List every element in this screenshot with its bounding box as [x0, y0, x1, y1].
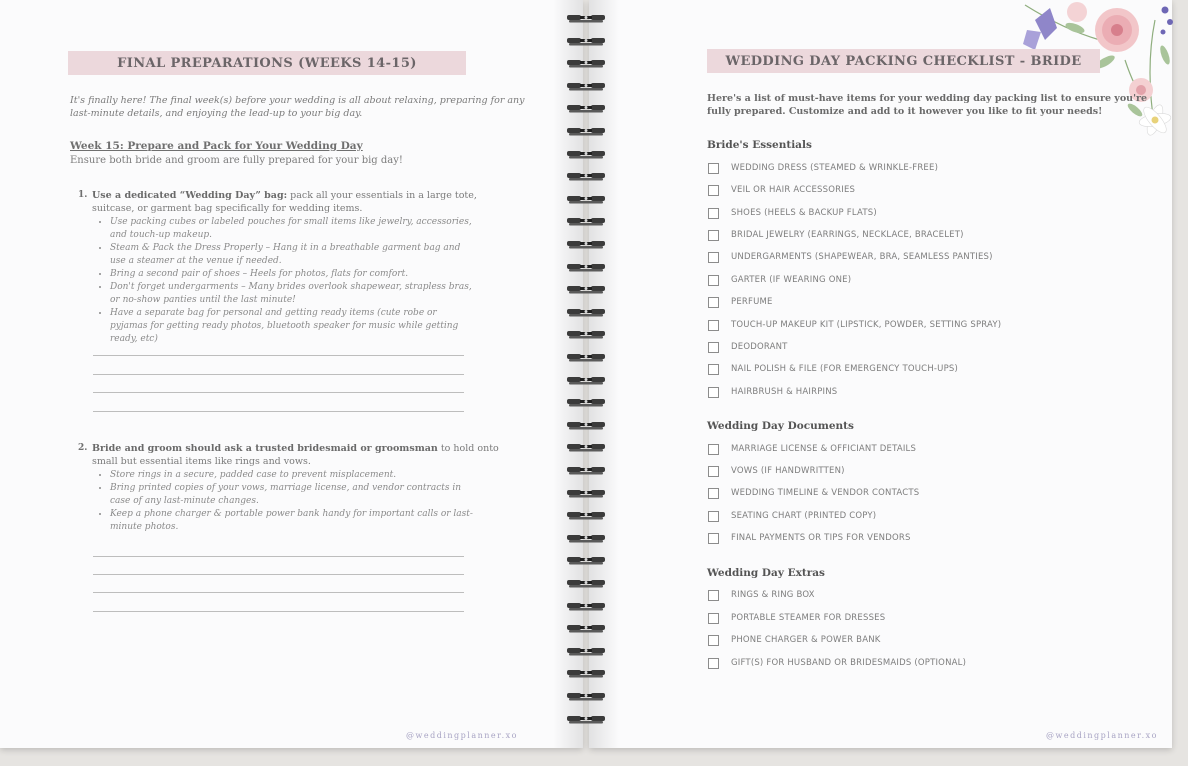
checklist-item-label: RINGS & RING BOX	[731, 590, 815, 600]
step-2-bullets	[96, 469, 475, 534]
step-2-bullet: • Bring printed copies of your vows, marriage license, and vendor contracts in case of any last-minute changes.	[110, 482, 475, 508]
checklist-item-label: PORTABLE STEAMER FOR DRESSES	[731, 613, 886, 623]
checkbox-icon[interactable]	[708, 364, 719, 375]
checklist-item[interactable]	[708, 509, 876, 523]
spiral-ring-icon	[566, 419, 606, 433]
checklist-item[interactable]	[708, 228, 964, 242]
checkbox-icon[interactable]	[708, 590, 719, 601]
spiral-ring-icon	[566, 464, 606, 478]
step-2-number: 2.	[78, 443, 88, 453]
step-1-bullet: • Use packing cubes or labeled pouches for small items like jewelry, accessories, and touch-up makeup.	[110, 216, 475, 242]
left-footer: @weddingplanner.xo	[406, 731, 518, 740]
spiral-ring-icon	[566, 441, 606, 455]
note-line[interactable]	[93, 592, 464, 593]
step-1-bullets	[96, 216, 475, 346]
left-intro-line-1: It's finally here! The final week(s) before your wedding is all about relaxing, preparing for any	[70, 95, 525, 106]
checklist-item[interactable]	[708, 183, 855, 197]
note-line[interactable]	[93, 355, 464, 356]
step-1-bullet: • Bring a second pair of shoes – Heels for photos, flats for comfort.	[110, 268, 475, 281]
spiral-ring-icon	[566, 12, 606, 26]
step-1-bullet: • Have a separate bag for personal and getting ready items (cute robe or pyjamas for getting ready photos, bluetooth speaker for music while getting ready, etc)	[110, 307, 475, 346]
checklist-item[interactable]	[708, 486, 919, 500]
checklist-item[interactable]	[708, 250, 993, 264]
right-intro-line-1: Here's a list of must-have items for your wedding day packing list to ensure you're	[707, 93, 1148, 104]
spiral-ring-icon	[566, 532, 606, 546]
checklist-item-label: WEDDING DRESS (STEAMED & WRINKLE-FREE)	[731, 163, 939, 173]
checklist-item[interactable]	[708, 464, 845, 478]
week-heading: Week 15: Prepare and Pack for Your Wedding Day	[70, 140, 363, 152]
checkbox-icon[interactable]	[708, 466, 719, 477]
checklist-item-label: GIFT(S) FOR HUSBAND OR BRIDESMAIDS (OPTIONAL)	[731, 658, 967, 668]
spiral-ring-icon	[566, 102, 606, 116]
checkbox-icon[interactable]	[708, 163, 719, 174]
spiral-ring-icon	[566, 170, 606, 184]
step-2-bullet: • Store rings in a secure, padded case to prevent misplacement.	[110, 469, 475, 482]
spiral-ring-icon	[566, 600, 606, 614]
checkbox-icon[interactable]	[708, 320, 719, 331]
step-1-rest: pack all your essentials in a large tote,	[287, 190, 477, 201]
note-line[interactable]	[93, 374, 464, 375]
note-line[interactable]	[93, 574, 464, 575]
checklist-item[interactable]	[708, 633, 881, 647]
checkbox-icon[interactable]	[708, 658, 719, 669]
checkbox-icon[interactable]	[708, 387, 719, 398]
note-line[interactable]	[93, 556, 464, 557]
checklist-item[interactable]	[708, 442, 916, 456]
checklist-item-label: MARRIAGE LICENSE & OFFICIANT DETAILS	[731, 444, 917, 454]
spiral-ring-icon	[566, 351, 606, 365]
checklist-item-label: PERFUME	[731, 297, 773, 307]
checklist-item-label: DEODORANT	[731, 342, 788, 352]
spiral-ring-icon	[566, 328, 606, 342]
step-1-line-1	[92, 189, 477, 202]
spiral-ring-icon	[566, 645, 606, 659]
checkbox-icon[interactable]	[708, 533, 719, 544]
spiral-ring-icon	[566, 215, 606, 229]
checklist-item[interactable]	[708, 318, 1001, 332]
step-1-bullet: • Don't forget undergarments – Many brides overlook shapewear, strapless bras, or no-show panties until the last minute!	[110, 281, 475, 307]
checklist-item-label: FINAL PAYMENTS OR TIPS FOR VENDORS	[731, 533, 911, 543]
left-page-banner: FINAL PREPARATIONS (WEEKS 14-15)	[68, 51, 466, 75]
spiral-ring-icon	[566, 193, 606, 207]
checkbox-icon[interactable]	[708, 230, 719, 241]
spiral-ring-icon	[566, 713, 606, 727]
spiral-ring-icon	[566, 306, 606, 320]
right-footer: @weddingplanner.xo	[1046, 731, 1158, 740]
checkbox-icon[interactable]	[708, 342, 719, 353]
spiral-ring-icon	[566, 148, 606, 162]
checklist-item[interactable]	[708, 206, 877, 220]
note-line[interactable]	[93, 411, 464, 412]
spiral-ring-icon	[566, 396, 606, 410]
checkbox-icon[interactable]	[708, 488, 719, 499]
spiral-ring-icon	[566, 487, 606, 501]
spiral-ring-icon	[566, 238, 606, 252]
checklist-item-label: BRIDAL JEWELRY (EARRINGS, NECKLACE, BRACELET)	[731, 230, 964, 240]
section-title-brides-essentials: Bride's Essentials	[707, 139, 812, 151]
left-intro-line-2: last-minute details, and enjoying the lead-up to your big day.	[70, 108, 363, 119]
spiral-ring-icon	[566, 622, 606, 636]
checkbox-icon[interactable]	[708, 297, 719, 308]
step-2-rest: to hold onto	[437, 443, 499, 454]
step-2-line-2: small but essential items like rings and vows.	[92, 456, 311, 467]
checklist-item-label: TOUCH-UP MAKEUP KIT (LIPSTICK, POWDER, SETTING SPRAY)	[731, 320, 1002, 330]
spiral-ring-icon	[566, 554, 606, 568]
spiral-ring-icon	[566, 283, 606, 297]
checkbox-icon[interactable]	[708, 635, 719, 646]
step-2-line-1	[92, 442, 499, 455]
checkbox-icon[interactable]	[708, 208, 719, 219]
step-1-line-2: suitcase, or garment bag specifically for wedding items.	[92, 203, 363, 214]
step-2-bold: Bride and groom should ask a trusted bridesmaid or groomsman	[92, 443, 438, 454]
spiral-ring-icon	[566, 690, 606, 704]
checkbox-icon[interactable]	[708, 444, 719, 455]
floral-decoration-icon	[1005, 0, 1177, 158]
checklist-item[interactable]	[708, 611, 885, 625]
spiral-ring-icon	[566, 80, 606, 94]
right-intro-line-2: fully prepared. Customize and add to it however you like to fit your needs!	[707, 106, 1103, 117]
spiral-ring-icon	[566, 509, 606, 523]
checklist-item[interactable]	[708, 362, 958, 376]
checklist-item[interactable]	[708, 273, 851, 287]
checklist-item-label: NAIL POLISH & FILE (FOR EMERGENCY TOUCH-UPS)	[731, 364, 959, 374]
checklist-item-label: SEATING CHART (PRINTED COPY)	[731, 511, 877, 521]
step-1-number: 1.	[78, 190, 88, 200]
week-subheading: Ensure both bride and groom are fully prepared for your big day!	[70, 155, 403, 166]
checklist-item-label: WEDDING TIMELINE & VENDOR CONTACTS	[731, 488, 920, 498]
checklist-item-label: GARTER (IF WEARING ONE)	[731, 275, 852, 285]
spiral-ring-icon	[566, 667, 606, 681]
step-1-bold: Use a dedicated “Wedding Day” bag:	[92, 190, 288, 201]
checklist-item-label: VOWS (IF HANDWRITTEN)	[731, 466, 845, 476]
checklist-item[interactable]	[708, 588, 815, 602]
checkbox-icon[interactable]	[708, 185, 719, 196]
checklist-item-label: PHONE CHARGER & POWER BANK	[731, 635, 881, 645]
checklist-item[interactable]	[708, 295, 773, 309]
spiral-ring-icon	[566, 261, 606, 275]
spiral-ring-icon	[566, 57, 606, 71]
right-page-banner: WEDDING DAY PACKING CHECKLIST - BRIDE	[707, 49, 1100, 73]
checklist-item[interactable]	[708, 656, 966, 670]
checkbox-icon[interactable]	[708, 252, 719, 263]
checklist-item-label: VEIL OR HAIR ACCESSORIES	[731, 185, 856, 195]
section-title-wedding-extras: Wedding Day Extras	[707, 567, 825, 579]
step-1-bullet: • Steam & Pack the Dress Properly – Hang it in a breathable garment bag and use a steamer at the venue if needed.	[110, 242, 475, 268]
checklist-item-label: HAIRBRUSH & HAIRPINS	[731, 387, 838, 397]
note-line[interactable]	[93, 392, 464, 393]
checklist-item-label: UNDERGARMENTS (SHAPEWEAR, BRA, SEAMLESS PANTIES)	[731, 252, 993, 262]
spiral-ring-icon	[566, 35, 606, 49]
section-title-wedding-documents: Wedding Day Documents	[707, 420, 854, 432]
checklist-item-label: SHOES (HEELS & BACKUP FLATS)	[731, 208, 877, 218]
checkbox-icon[interactable]	[708, 511, 719, 522]
step-2-bullet: • Keep a phone charger & portable power bank handy for important calls or last-minute photos.	[110, 508, 475, 534]
spiral-ring-icon	[566, 577, 606, 591]
note-line[interactable]	[93, 611, 464, 612]
checklist-item[interactable]	[708, 385, 837, 399]
checklist-item[interactable]	[708, 531, 911, 545]
checkbox-icon[interactable]	[708, 275, 719, 286]
spiral-ring-icon	[566, 374, 606, 388]
spiral-ring-icon	[566, 125, 606, 139]
checklist-item[interactable]	[708, 161, 938, 175]
checkbox-icon[interactable]	[708, 613, 719, 624]
checklist-item[interactable]	[708, 340, 788, 354]
